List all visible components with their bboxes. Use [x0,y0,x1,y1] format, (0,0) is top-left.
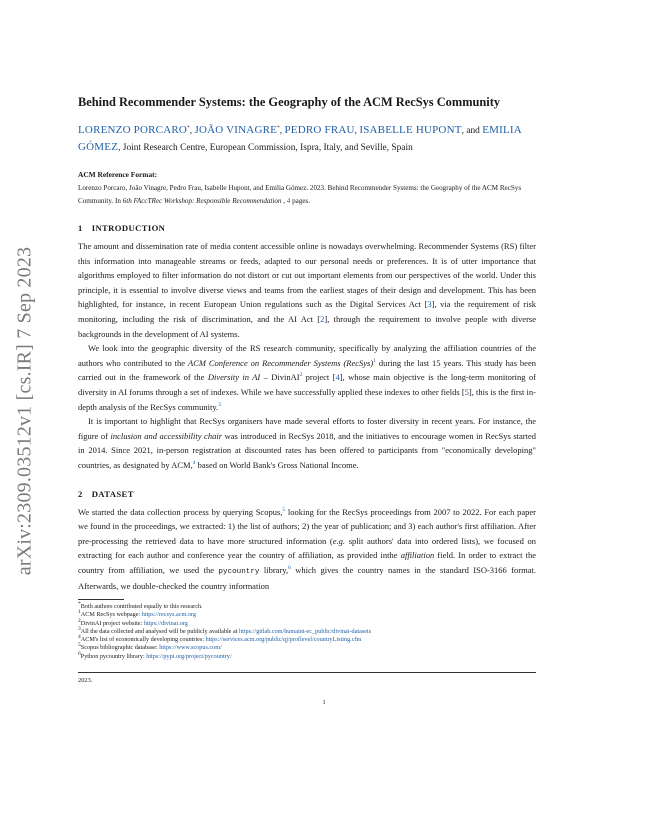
footnote: $^5$Scopus bibliographic database: https://www.scopus.com/ [78,642,222,652]
footnote-ref[interactable]: 6 [288,565,291,572]
footnote: $^3$All the data collected and analysed will be publicly available at https://gitlab.com/humaint-ec_public/divinai-datasets [78,625,372,635]
author-porcaro[interactable]: LORENZO PORCARO [78,124,188,136]
author-vinagre[interactable]: JOÃO VINAGRE [194,124,278,136]
arxiv-stamp-text: arXiv:2309.03512v1 [cs.IR] 7 Sep 2023 [13,246,36,576]
author-hupont[interactable]: ISABELLE HUPONT [359,124,462,136]
footnote-rule [78,599,124,600]
venue-name: 6th FAccTRec Workshop: Responsible Recommendation [122,196,282,205]
footnote: $^1$ACM RecSys webpage: https://recsys.acm.org [78,609,196,619]
footnote: $^2$DivinAI project website: https://divinai.org [78,617,188,627]
intro-paragraph-1: The amount and dissemination rate of media content accessible online is nowadays overwhelming. Recommender Systems (RS) filter this information into manageable streams or feeds, adapted to our personal needs or preferences. It is of utter importance that algorithms employed to filter information do not distort or cut out important elements from our perspectives of the world. Under this principle, it is essential to involve diverse views and teams from the earliest stages of their design and development. This has been highlighted, for instance, in recent European Union regulations such as the Digital Services Act [3], via the requirement of risk monitoring, including the risk of discrimination, and the AI Act [2], through the requirement to involve people with diverse backgrounds in the development of AI systems. [78,241,536,339]
arxiv-stamp [8,236,42,586]
paper-title: Behind Recommender Systems: the Geography of the ACM RecSys Community [78,95,501,109]
author-list: LORENZO PORCARO*, JOÃO VINAGRE*, PEDRO FRAU, ISABELLE HUPONT, and EMILIA GÓMEZ, Joint Research Centre, European Commission, Ispra, Italy, and Seville, Spain [78,124,522,153]
author-frau[interactable]: PEDRO FRAU [284,124,355,136]
paper-page [78,94,536,594]
equal-contrib-mark: * [187,124,190,131]
page-number: 1 [322,699,326,706]
footnote: $^6$Python pycountry library: https://pypi.org/project/pycountry/ [78,650,232,660]
section-heading-introduction: 1 INTRODUCTION [78,223,166,233]
page-count-link[interactable]: 4 [286,196,291,205]
section-heading-dataset: 2 DATASET [78,488,134,499]
footnote: *Both authors contributed equally to this research. [78,600,203,610]
dataset-paragraph-1: We started the data collection process by querying Scopus,$^5$ looking for the RecSys proceedings from 2007 to 2022. For each paper we found in the proceedings, we extracted: 1) the list of authors; 2) the year of publication; and 3) each author's first affiliation. After pre-processing the retrieved data to have more structured information (e.g. split authors' data into ordered lists), we focused on extracting for each author and conference year the country of affiliation, as provided inthe affiliation field. In order to extract the country from affiliation, we used the pycountry library,$^6$ which gives the country names in the standard ISO-3166 format. Afterwards, we double-checked the country information [78,506,537,592]
footer-rule [78,672,536,673]
intro-paragraph-2: We look into the geographic diversity of the RS research community, specifically by analyzing the affiliation countries of the authors who contributed to the ACM Conference on Recommender Systems (RecSys)$^1$ during the last 15 years. This study has been carried out in the framework of the Diversity in AI – DivinAI$^2$ project [4], whose main objective is the long-term monitoring of diversity in AI forums through a set of indexes. While we have successfully applied these indexes to other fields [5], this is the first in-depth analysis of the RecSys community.$^3$ [78,343,536,412]
acm-reference-heading: ACM Reference Format: [78,170,158,179]
footnote-url[interactable]: https://gitlab.com/humaint-ec_public/divinai-datasets [239,627,372,635]
equal-contrib-mark: * [277,124,280,131]
footnote-ref[interactable]: 5 [282,506,286,513]
footnote-ref[interactable]: 2 [299,372,303,379]
author-gomez[interactable]: EMILIA GÓMEZ [78,124,522,153]
citation-link[interactable]: 2 [320,313,325,324]
footnote-ref[interactable]: 4 [192,460,196,467]
footnote: $^4$ACM's list of economically developing countries: https://services.acm.org/public/qj/proflevel/countryListing.cfm [78,634,362,644]
citation-link[interactable]: 5 [464,386,469,397]
footnote-ref[interactable]: 3 [218,401,221,408]
footnote-url[interactable]: https://recsys.acm.org [141,611,196,619]
footnote-url[interactable]: https://divinai.org [143,619,188,627]
footer-year: 2023. [78,677,93,684]
intro-paragraph-3: It is important to highlight that RecSys organisers have made several efforts to foster diversity in recent years. For instance, the figure of inclusion and accessibility chair was introduced in RecSys 2018, and the initiatives to encourage women in RecSys started in 2014. Since 2021, in-person registration at discounted rates has been offered to participants from "economically developing" countries, as designated by ACM,$^4$ based on World Bank's Gross National Income. [78,416,537,470]
acm-reference-text: Lorenzo Porcaro, João Vinagre, Pedro Frau, Isabelle Hupont, and Emilia Gómez. 2023. Behind Recommender Systems: the Geography of the ACM RecSys Community. In 6th FAccTRec Workshop: Responsible Recommendation , 4 pages. [78,184,522,205]
footnotes [78,599,536,661]
citation-link[interactable]: 4 [335,372,340,383]
footnote-url[interactable]: https://pypi.org/project/pycountry/ [146,652,232,660]
affiliation: , Joint Research Centre, European Commission, Ispra, Italy, and Seville, Spain [118,143,413,153]
citation-link[interactable]: 3 [427,299,432,310]
footnote-ref[interactable]: 1 [373,357,376,364]
footnote-url[interactable]: https://services.acm.org/public/qj/proflevel/countryListing.cfm [205,636,362,644]
footnote-url[interactable]: https://www.scopus.com/ [159,644,222,652]
